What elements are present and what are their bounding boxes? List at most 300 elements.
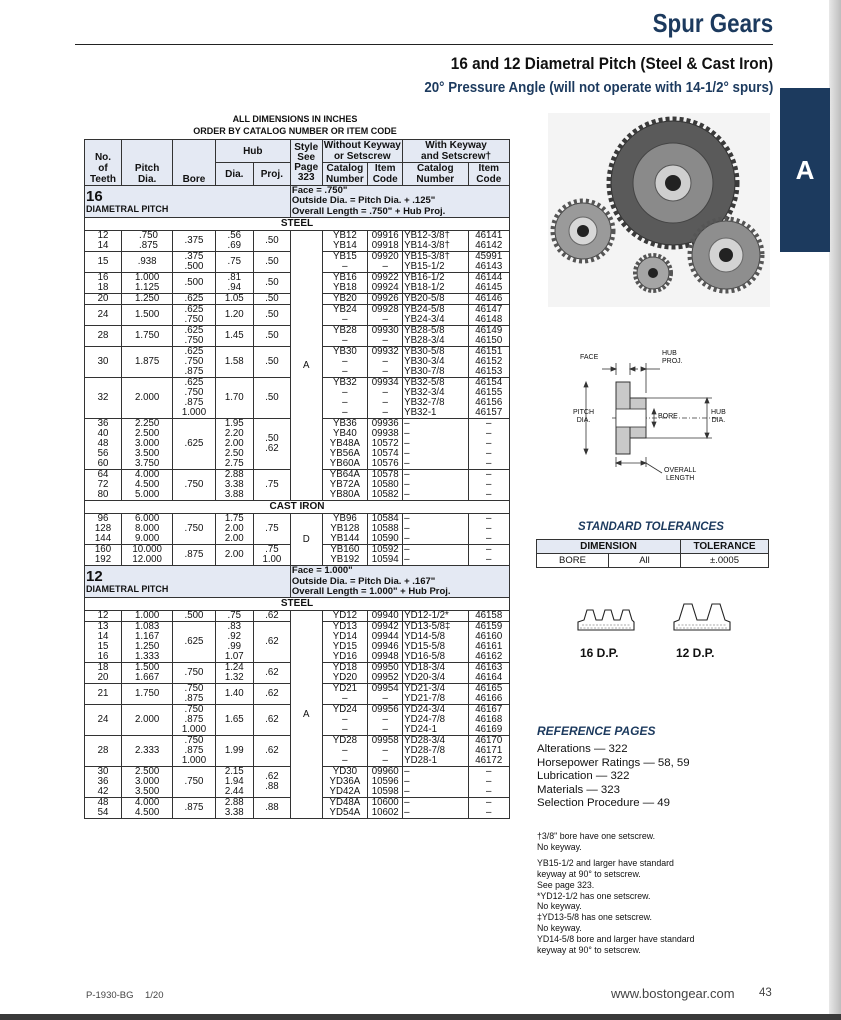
cell-line: 46142 — [475, 240, 503, 252]
cell-line: 1.40 — [224, 688, 244, 700]
cell-teeth — [85, 798, 122, 819]
header-with-keyway: With Keyway and Setscrew† — [403, 140, 510, 163]
footnote-line: †3/8" bore have one setscrew. — [537, 831, 656, 841]
cell-line: YB15 — [333, 251, 357, 263]
cell-line: .750 — [184, 356, 204, 368]
cell-bore — [173, 273, 215, 294]
cell-line: .625 — [184, 636, 204, 648]
cell-line: .750 — [184, 335, 204, 347]
cell-line: – — [404, 479, 410, 491]
reference-item: Selection Procedure — 49 — [537, 797, 670, 810]
cell-line: YD30 — [332, 766, 357, 778]
cell-cat1 — [322, 514, 368, 545]
cell-line: 09922 — [371, 272, 399, 284]
tolerance-scope: All — [609, 554, 681, 568]
cell-line: .75 — [265, 544, 279, 556]
cell-pitch — [122, 663, 173, 684]
cell-line: YD24-7/8 — [404, 714, 446, 726]
cell-teeth — [85, 252, 122, 273]
cell-line: 72 — [97, 479, 109, 491]
cell-line: YB14 — [333, 240, 357, 252]
cell-bore — [173, 294, 215, 305]
cell-line: – — [404, 458, 410, 470]
cell-line: 46141 — [475, 230, 503, 242]
cell-dia — [215, 231, 253, 252]
cell-cat1 — [322, 378, 368, 419]
cell-pitch — [122, 252, 173, 273]
cell-line: 2.500 — [135, 766, 160, 778]
cell-teeth — [85, 705, 122, 736]
diagram-pitch-dia-label: PITCH DIA. — [573, 409, 594, 424]
cell-line: YB12 — [333, 230, 357, 242]
12-dp-tooth-profile — [672, 600, 732, 634]
cell-bore — [173, 736, 215, 767]
footnote-line: See page 323. — [537, 879, 595, 890]
footer-url[interactable]: www.bostongear.com — [611, 986, 735, 1001]
cell-line: 09946 — [371, 641, 399, 653]
cell-line: – — [382, 335, 388, 347]
cell-proj — [253, 305, 290, 326]
cell-line: 10598 — [371, 786, 399, 798]
cell-proj — [253, 294, 290, 305]
header-catalog-number-2: Catalog Number — [403, 163, 468, 186]
cell-line: – — [404, 533, 410, 545]
cell-line: .875 — [184, 397, 204, 409]
cell-line: 10582 — [371, 489, 399, 501]
cell-line: YB36 — [333, 418, 357, 430]
cell-item1 — [368, 545, 403, 566]
cell-line: – — [486, 766, 492, 778]
cell-line: YD21 — [332, 683, 357, 695]
cell-item1 — [368, 470, 403, 501]
cell-item2 — [468, 663, 510, 684]
cell-line: 56 — [97, 448, 109, 460]
12-dp-label: 12 D.P. — [676, 646, 715, 660]
cell-line: – — [382, 714, 388, 726]
cell-line: YB32-1 — [404, 407, 437, 419]
cell-line: 2.250 — [135, 418, 160, 430]
cell-pitch — [122, 798, 173, 819]
cell-teeth — [85, 545, 122, 566]
cell-line: .750 — [184, 704, 204, 716]
cell-pitch — [122, 611, 173, 622]
cell-line: YD28-3/4 — [404, 735, 446, 747]
cell-teeth — [85, 684, 122, 705]
cell-teeth — [85, 514, 122, 545]
cell-cat1 — [322, 663, 368, 684]
cell-line: YD28-7/8 — [404, 745, 446, 757]
cell-line: – — [486, 428, 492, 440]
cell-line: 10572 — [371, 438, 399, 450]
cell-line: – — [404, 797, 410, 809]
cell-bore — [173, 231, 215, 252]
page-edge-shadow — [829, 0, 841, 1020]
cell-cat2 — [403, 705, 468, 736]
cell-line: 3.38 — [224, 807, 244, 819]
cell-item2 — [468, 514, 510, 545]
cell-line: 46151 — [475, 346, 503, 358]
cell-line: 2.00 — [224, 533, 244, 545]
cell-line: 46172 — [475, 755, 503, 767]
table-row — [85, 514, 510, 545]
cell-line: 64 — [97, 469, 109, 481]
table-row — [85, 611, 510, 622]
footnote-line: No keyway. — [537, 923, 582, 934]
cell-cat2 — [403, 798, 468, 819]
pitch-section-specs — [290, 566, 509, 598]
cell-proj — [253, 663, 290, 684]
cell-line: 2.88 — [224, 797, 244, 809]
cell-line: – — [342, 335, 348, 347]
cell-pitch — [122, 231, 173, 252]
cell-line: .625 — [184, 293, 204, 305]
cell-line: YD13-5/8‡ — [404, 621, 451, 633]
cell-line: 10574 — [371, 448, 399, 460]
cell-line: – — [382, 693, 388, 705]
cell-line: YD24-1 — [404, 724, 437, 736]
cell-line: 48 — [97, 797, 109, 809]
cell-proj — [253, 514, 290, 545]
cell-pitch — [122, 273, 173, 294]
cell-line: 3.38 — [224, 479, 244, 491]
tolerances-title: STANDARD TOLERANCES — [578, 521, 724, 533]
cell-line: 09926 — [371, 293, 399, 305]
cell-line: .500 — [184, 261, 204, 273]
cell-cat2 — [403, 378, 468, 419]
cell-line: 1.167 — [135, 631, 160, 643]
cell-line: 46145 — [475, 282, 503, 294]
cell-cat1 — [322, 305, 368, 326]
cell-proj — [253, 326, 290, 347]
cell-cat2 — [403, 419, 468, 470]
cell-line: – — [486, 533, 492, 545]
header-pitch-dia: Pitch Dia. — [122, 140, 173, 186]
cell-line: 10596 — [371, 776, 399, 788]
cell-item1 — [368, 419, 403, 470]
cell-line: 1.000 — [181, 755, 207, 767]
cell-line: – — [404, 448, 410, 460]
cell-line: YD48A — [329, 797, 361, 809]
cell-line: 1.500 — [135, 662, 160, 674]
cell-bore — [173, 419, 215, 470]
cell-line: .50 — [265, 256, 279, 268]
cell-line: 09940 — [371, 610, 399, 622]
cell-line: – — [486, 797, 492, 809]
cell-line: 30 — [97, 356, 109, 368]
cell-cat2 — [403, 294, 468, 305]
cell-line: .750 — [184, 523, 204, 535]
cell-teeth — [85, 294, 122, 305]
cell-dia — [215, 767, 253, 798]
cell-line: 2.88 — [224, 469, 244, 481]
footnote-line: *YD12-1/2 has one setscrew. — [537, 890, 651, 901]
footnote-line: No keyway. — [537, 901, 582, 912]
cell-line: .500 — [184, 277, 204, 289]
cell-line: – — [486, 458, 492, 470]
cell-line: 1.125 — [135, 282, 160, 294]
cell-line: .875 — [184, 549, 204, 561]
cell-line: 2.000 — [135, 714, 160, 726]
cell-line: 46154 — [475, 377, 503, 389]
cell-line: 10594 — [371, 554, 399, 566]
cell-line: .875 — [184, 366, 204, 378]
cell-line: 1.75 — [224, 513, 244, 525]
cell-line: .500 — [184, 610, 204, 622]
cell-line: – — [382, 356, 388, 368]
cell-line: YB15-1/2 — [404, 261, 445, 273]
cell-item1 — [368, 611, 403, 622]
diagram-hub-dia-label: HUB DIA. — [711, 409, 726, 424]
cell-item2 — [468, 705, 510, 736]
cell-item2 — [468, 798, 510, 819]
cell-line: .750 — [184, 683, 204, 695]
cell-item2 — [468, 684, 510, 705]
cell-line: 2.000 — [135, 392, 160, 404]
cell-line: 09956 — [371, 704, 399, 716]
cell-line: .750 — [184, 314, 204, 326]
header-without-keyway: Without Keyway or Setscrew — [323, 140, 401, 162]
pitch-section-header — [85, 566, 510, 598]
cell-line: YB144 — [330, 533, 360, 545]
cell-line: 18 — [97, 662, 109, 674]
cell-item1 — [368, 326, 403, 347]
cell-line: 60 — [97, 458, 109, 470]
cell-line: YD12-1/2* — [404, 610, 449, 622]
cell-line: .625 — [184, 346, 204, 358]
cell-teeth — [85, 736, 122, 767]
cell-dia — [215, 545, 253, 566]
cell-line: 1.500 — [135, 309, 160, 321]
cell-cat1 — [322, 419, 368, 470]
footer-doc-code: P-1930-BG — [86, 990, 134, 1001]
cell-line: 80 — [97, 489, 109, 501]
cell-line: YD13 — [332, 621, 357, 633]
cell-dia — [215, 470, 253, 501]
cell-line: 3.000 — [135, 776, 160, 788]
cell-line: 4.000 — [135, 797, 160, 809]
cell-line: 10576 — [371, 458, 399, 470]
cell-line: .50 — [265, 309, 279, 321]
cell-proj — [253, 611, 290, 622]
cell-item2 — [468, 231, 510, 252]
cell-bore — [173, 622, 215, 663]
cell-line: YB30-5/8 — [404, 346, 445, 358]
cell-line: YD24-3/4 — [404, 704, 446, 716]
cell-line: YD15-5/8 — [404, 641, 446, 653]
cell-item2 — [468, 767, 510, 798]
cell-line: 14 — [97, 240, 109, 252]
tolerance-header-tolerance: TOLERANCE — [681, 540, 769, 554]
cell-line: 2.50 — [224, 448, 244, 460]
cell-pitch — [122, 767, 173, 798]
tolerance-bore: BORE — [537, 554, 609, 568]
cell-item2 — [468, 326, 510, 347]
cell-dia — [215, 252, 253, 273]
cell-line: .50 — [265, 293, 279, 305]
cell-cat1 — [322, 231, 368, 252]
reference-item: Alterations — 322 — [537, 743, 628, 755]
cell-item2 — [468, 545, 510, 566]
cell-line: .62 — [265, 745, 279, 757]
cell-line: .99 — [227, 641, 242, 653]
page-number: 43 — [759, 987, 772, 999]
material-name: STEEL — [85, 218, 510, 231]
cell-line: .62 — [265, 610, 279, 622]
cell-line: .62 — [265, 636, 279, 648]
cell-item1 — [368, 514, 403, 545]
cell-line: 192 — [94, 554, 112, 566]
section-tab: A — [780, 88, 830, 252]
header-catalog-number-1: Catalog Number — [322, 163, 368, 186]
reference-item: Horsepower Ratings — 58, 59 — [537, 756, 690, 769]
cell-proj — [253, 470, 290, 501]
cell-line: YB30 — [333, 346, 357, 358]
cell-line: YD15 — [332, 641, 357, 653]
cell-line: .92 — [227, 631, 242, 643]
cell-bore — [173, 798, 215, 819]
cell-teeth — [85, 419, 122, 470]
cell-line: .875 — [184, 802, 204, 814]
cell-cat1 — [322, 798, 368, 819]
cell-line: – — [486, 554, 492, 566]
cell-cat2 — [403, 252, 468, 273]
footnote-line: YD14-5/8 bore and larger have standard — [537, 934, 695, 945]
cell-bore — [173, 347, 215, 378]
cell-line: .50 — [265, 433, 279, 445]
cell-line: 09920 — [371, 251, 399, 263]
cell-line: .56 — [227, 230, 242, 242]
cell-line: YD28-1 — [404, 755, 437, 767]
cell-bore — [173, 305, 215, 326]
cell-line: YB128 — [330, 523, 360, 535]
cell-dia — [215, 347, 253, 378]
cell-line: .62 — [265, 688, 279, 700]
cell-dia — [215, 326, 253, 347]
cell-line: 2.500 — [135, 428, 160, 440]
footnote-line: YB15-1/2 and larger have standard — [537, 857, 674, 868]
cell-cat1 — [322, 736, 368, 767]
cell-proj — [253, 273, 290, 294]
cell-line: YB16-1/2 — [404, 272, 445, 284]
cell-line: YD24 — [332, 704, 357, 716]
cell-line: .750 — [184, 479, 204, 491]
cell-item2 — [468, 378, 510, 419]
cell-line: – — [342, 261, 348, 273]
cell-line: – — [486, 418, 492, 430]
cell-line: 45991 — [475, 251, 503, 263]
cell-cat1 — [322, 252, 368, 273]
cell-cat2 — [403, 231, 468, 252]
cell-line: 36 — [97, 418, 109, 430]
cell-cat2 — [403, 767, 468, 798]
reference-pages-title: REFERENCE PAGES — [537, 724, 656, 738]
cell-line: .62 — [265, 667, 279, 679]
cell-line: – — [486, 776, 492, 788]
cell-line: – — [404, 523, 410, 535]
cell-line: 46150 — [475, 335, 503, 347]
cell-line: 10602 — [371, 807, 399, 819]
cell-cat2 — [403, 545, 468, 566]
footnotes — [537, 831, 727, 956]
cell-line: YB24-5/8 — [404, 304, 445, 316]
cell-line: 1.083 — [135, 621, 160, 633]
cell-line: – — [342, 755, 348, 767]
cell-item1 — [368, 294, 403, 305]
cell-pitch — [122, 419, 173, 470]
cell-line: – — [404, 766, 410, 778]
cell-proj — [253, 736, 290, 767]
header-hub-proj: Proj. — [253, 163, 290, 186]
cell-line: 46169 — [475, 724, 503, 736]
cell-item2 — [468, 622, 510, 663]
cell-dia — [215, 305, 253, 326]
cell-item2 — [468, 305, 510, 326]
cell-dia — [215, 611, 253, 622]
cell-line: – — [342, 387, 348, 399]
cell-line: 1.95 — [224, 418, 244, 430]
cell-line: 1.45 — [224, 330, 244, 342]
cell-line: 1.00 — [262, 554, 282, 566]
cell-dia — [215, 273, 253, 294]
cell-line: 1.750 — [135, 330, 160, 342]
cell-line: 12 — [97, 230, 109, 242]
cell-dia — [215, 622, 253, 663]
cell-line: – — [382, 397, 388, 409]
cell-line: .875 — [184, 745, 204, 757]
spec-face: Face = .750" — [291, 185, 348, 196]
cell-line: – — [404, 807, 410, 819]
spec-od: Outside Dia. = Pitch Dia. + .125" — [291, 195, 436, 207]
cell-line: – — [486, 489, 492, 501]
cell-proj — [253, 252, 290, 273]
cell-line: 1.250 — [135, 641, 160, 653]
cell-line: – — [486, 513, 492, 525]
cell-line: 1.000 — [135, 610, 160, 622]
tolerances-table — [536, 539, 769, 568]
cell-line: 160 — [94, 544, 112, 556]
cell-line: 09916 — [371, 230, 399, 242]
cell-pitch — [122, 378, 173, 419]
cell-line: YB14-3/8† — [404, 240, 450, 252]
cell-line: 144 — [94, 533, 112, 545]
cell-line: 46148 — [475, 314, 503, 326]
cell-item2 — [468, 347, 510, 378]
pitch-section-header — [85, 186, 510, 218]
cell-line: YB32-7/8 — [404, 397, 445, 409]
cell-line: 09936 — [371, 418, 399, 430]
reference-pages-list — [537, 743, 690, 811]
cell-line: 46168 — [475, 714, 503, 726]
dimensions-caption: ALL DIMENSIONS IN INCHES — [232, 114, 358, 124]
cell-dia — [215, 736, 253, 767]
cell-line: – — [382, 366, 388, 378]
cell-line: YB28-3/4 — [404, 335, 445, 347]
cell-line: .50 — [265, 356, 279, 368]
cell-line: YD12 — [332, 610, 357, 622]
cell-line: YD54A — [329, 807, 361, 819]
cell-line: YB72A — [329, 479, 360, 491]
page-subtitle: 16 and 12 Diametral Pitch (Steel & Cast Iron) — [450, 54, 773, 73]
cell-line: .750 — [184, 776, 204, 788]
cell-line: 46155 — [475, 387, 503, 399]
cell-line: 09934 — [371, 377, 399, 389]
cell-bore — [173, 326, 215, 347]
order-caption: ORDER BY CATALOG NUMBER OR ITEM CODE — [193, 126, 397, 136]
pitch-label: DIAMETRAL PITCH — [86, 583, 169, 594]
cell-line: .50 — [265, 235, 279, 247]
cell-style: A — [290, 231, 322, 501]
cell-line: YD16 — [332, 651, 357, 663]
